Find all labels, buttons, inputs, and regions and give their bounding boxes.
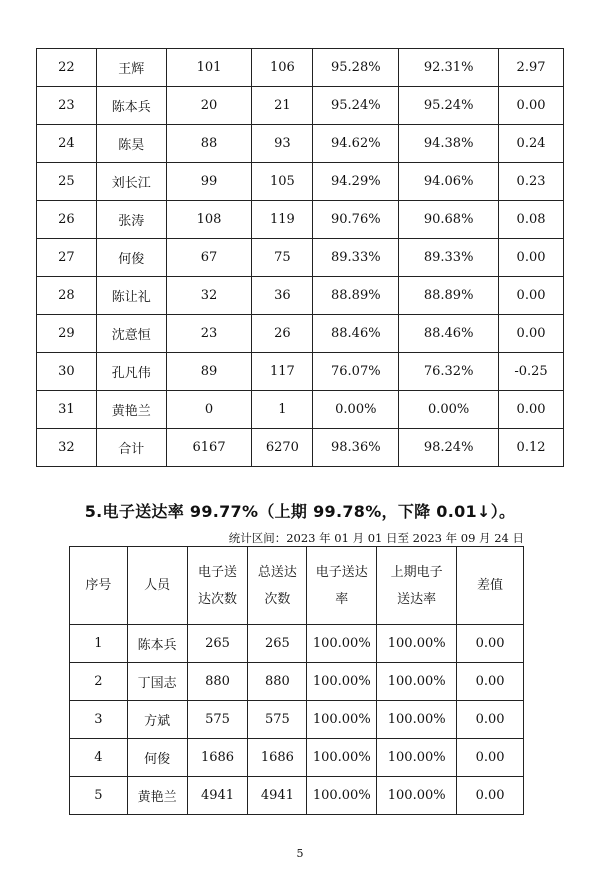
page-number: 5 — [296, 847, 304, 860]
table-cell: 合计 — [96, 429, 166, 467]
table-row — [37, 87, 564, 125]
table-cell: 100.00% — [377, 777, 457, 815]
table-cell: 88.46% — [399, 315, 499, 353]
table-cell: 101 — [166, 49, 252, 87]
table-cell: -0.25 — [499, 353, 564, 391]
table-cell: 67 — [166, 239, 252, 277]
table-row — [37, 49, 564, 87]
table-row — [37, 125, 564, 163]
table-cell: 100.00% — [307, 625, 377, 663]
table-cell: 100.00% — [307, 701, 377, 739]
table-cell: 0 — [166, 391, 252, 429]
table-cell: 105 — [252, 163, 313, 201]
table-cell: 89.33% — [399, 239, 499, 277]
table-cell: 23 — [166, 315, 252, 353]
table-row — [37, 391, 564, 429]
table-row — [70, 625, 524, 663]
column-header — [187, 547, 248, 625]
column-header-line: 差值 — [477, 578, 504, 593]
table-cell: 24 — [37, 125, 97, 163]
table-cell: 2.97 — [499, 49, 564, 87]
column-header-line: 上期电子 — [390, 564, 443, 580]
table-cell: 265 — [248, 625, 307, 663]
table-cell: 4941 — [248, 777, 307, 815]
table-cell: 0.00 — [457, 739, 524, 777]
table-cell: 黄艳兰 — [127, 777, 187, 815]
table-cell: 6270 — [252, 429, 313, 467]
table-cell: 32 — [37, 429, 97, 467]
section-heading: 5.电子送达率 99.77%（上期 99.78%，下降 0.01↓）。 — [84, 502, 516, 521]
column-header — [377, 547, 457, 625]
table-cell: 94.06% — [399, 163, 499, 201]
table-row — [37, 239, 564, 277]
table-cell: 丁国志 — [127, 663, 187, 701]
table-header-row — [70, 547, 524, 625]
table-cell: 31 — [37, 391, 97, 429]
table-cell: 黄艳兰 — [96, 391, 166, 429]
column-header — [307, 547, 377, 625]
table-cell: 95.28% — [313, 49, 399, 87]
table-cell: 5 — [70, 777, 128, 815]
column-header — [248, 547, 307, 625]
column-header — [127, 547, 187, 625]
table-cell: 0.12 — [499, 429, 564, 467]
table-row — [37, 163, 564, 201]
table-cell: 孔凡伟 — [96, 353, 166, 391]
table-cell: 98.36% — [313, 429, 399, 467]
table-cell: 3 — [70, 701, 128, 739]
table-cell: 2 — [70, 663, 128, 701]
table-cell: 0.00% — [313, 391, 399, 429]
table-cell: 90.76% — [313, 201, 399, 239]
table-cell: 100.00% — [377, 663, 457, 701]
table-cell: 100.00% — [377, 625, 457, 663]
table-cell: 方斌 — [127, 701, 187, 739]
table-cell: 陈本兵 — [96, 87, 166, 125]
table-cell: 880 — [187, 663, 248, 701]
top-stats-table — [36, 48, 564, 467]
table-cell: 20 — [166, 87, 252, 125]
table-cell: 0.08 — [499, 201, 564, 239]
table-cell: 4941 — [187, 777, 248, 815]
table-cell: 0.00 — [499, 277, 564, 315]
table-cell: 0.00 — [499, 391, 564, 429]
column-header — [457, 547, 524, 625]
table-cell: 575 — [187, 701, 248, 739]
table-cell: 108 — [166, 201, 252, 239]
table-cell: 25 — [37, 163, 97, 201]
bottom-table-body — [70, 625, 524, 815]
table-cell: 0.00 — [457, 777, 524, 815]
table-cell: 陈让礼 — [96, 277, 166, 315]
column-header — [70, 547, 128, 625]
table-cell: 0.00 — [457, 663, 524, 701]
table-cell: 119 — [252, 201, 313, 239]
table-cell: 26 — [37, 201, 97, 239]
table-cell: 94.29% — [313, 163, 399, 201]
table-cell: 陈昊 — [96, 125, 166, 163]
column-header-line: 总送达 — [257, 564, 297, 580]
table-cell: 沈意恒 — [96, 315, 166, 353]
column-header-line: 次数 — [264, 591, 291, 607]
table-cell: 何俊 — [96, 239, 166, 277]
table-cell: 1686 — [187, 739, 248, 777]
table-row — [70, 777, 524, 815]
table-cell: 0.00 — [499, 87, 564, 125]
table-cell: 23 — [37, 87, 97, 125]
table-cell: 26 — [252, 315, 313, 353]
table-cell: 90.68% — [399, 201, 499, 239]
table-cell: 265 — [187, 625, 248, 663]
table-cell: 99 — [166, 163, 252, 201]
table-cell: 880 — [248, 663, 307, 701]
table-cell: 30 — [37, 353, 97, 391]
table-row — [37, 315, 564, 353]
table-cell: 21 — [252, 87, 313, 125]
column-header-line: 序号 — [85, 578, 112, 593]
table-cell: 29 — [37, 315, 97, 353]
table-cell: 4 — [70, 739, 128, 777]
table-cell: 1 — [70, 625, 128, 663]
table-cell: 28 — [37, 277, 97, 315]
table-cell: 何俊 — [127, 739, 187, 777]
stat-range-note: 统计区间：2023 年 01 月 01 日至 2023 年 09 月 24 日 — [228, 531, 524, 545]
electronic-delivery-table — [69, 546, 524, 815]
column-header-line: 达次数 — [197, 591, 237, 607]
table-cell: 75 — [252, 239, 313, 277]
table-cell: 100.00% — [307, 739, 377, 777]
table-cell: 张涛 — [96, 201, 166, 239]
table-row — [70, 701, 524, 739]
table-cell: 88 — [166, 125, 252, 163]
table-cell: 0.00% — [399, 391, 499, 429]
table-row — [37, 429, 564, 467]
table-cell: 92.31% — [399, 49, 499, 87]
table-cell: 22 — [37, 49, 97, 87]
column-header-line: 率 — [335, 591, 349, 607]
table-cell: 95.24% — [399, 87, 499, 125]
table-cell: 0.00 — [457, 625, 524, 663]
table-cell: 32 — [166, 277, 252, 315]
table-cell: 0.23 — [499, 163, 564, 201]
table-cell: 98.24% — [399, 429, 499, 467]
table-cell: 117 — [252, 353, 313, 391]
table-cell: 27 — [37, 239, 97, 277]
column-header-line: 电子送 — [197, 564, 237, 580]
table-cell: 95.24% — [313, 87, 399, 125]
table-cell: 0.00 — [499, 315, 564, 353]
table-row — [37, 277, 564, 315]
table-cell: 106 — [252, 49, 313, 87]
column-header-line: 送达率 — [397, 591, 437, 607]
table-cell: 93 — [252, 125, 313, 163]
table-cell: 76.32% — [399, 353, 499, 391]
column-header-line: 电子送达 — [315, 564, 368, 580]
table-cell: 1686 — [248, 739, 307, 777]
top-table-body — [37, 49, 564, 467]
column-header-line: 人员 — [144, 578, 171, 593]
table-cell: 575 — [248, 701, 307, 739]
table-cell: 94.62% — [313, 125, 399, 163]
table-row — [70, 739, 524, 777]
table-cell: 89.33% — [313, 239, 399, 277]
table-cell: 88.89% — [399, 277, 499, 315]
table-cell: 100.00% — [307, 663, 377, 701]
table-row — [37, 353, 564, 391]
table-row — [37, 201, 564, 239]
table-cell: 刘长江 — [96, 163, 166, 201]
table-cell: 88.89% — [313, 277, 399, 315]
table-cell: 100.00% — [307, 777, 377, 815]
table-cell: 6167 — [166, 429, 252, 467]
table-cell: 0.24 — [499, 125, 564, 163]
table-cell: 王辉 — [96, 49, 166, 87]
table-cell: 100.00% — [377, 701, 457, 739]
table-cell: 76.07% — [313, 353, 399, 391]
table-cell: 36 — [252, 277, 313, 315]
table-cell: 陈本兵 — [127, 625, 187, 663]
table-cell: 0.00 — [457, 701, 524, 739]
table-cell: 1 — [252, 391, 313, 429]
table-cell: 88.46% — [313, 315, 399, 353]
table-row — [70, 663, 524, 701]
table-cell: 100.00% — [377, 739, 457, 777]
table-cell: 94.38% — [399, 125, 499, 163]
table-cell: 0.00 — [499, 239, 564, 277]
table-cell: 89 — [166, 353, 252, 391]
